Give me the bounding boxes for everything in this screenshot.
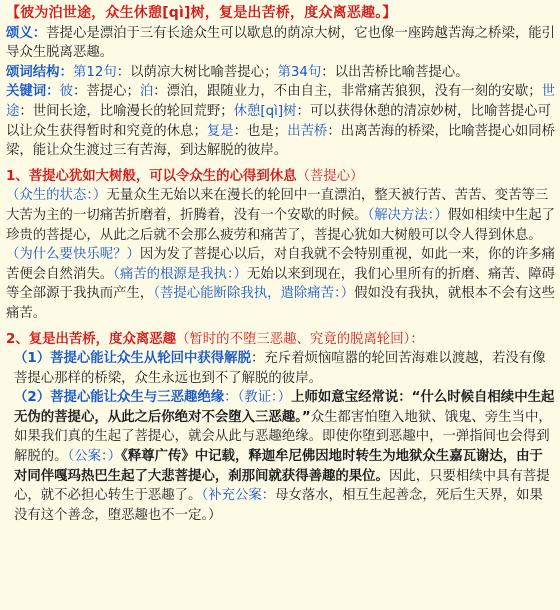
cut-label: （菩提心能断除我执，遣除痛苦：） (153, 286, 355, 302)
method-label: （解决方法：） (367, 207, 448, 223)
structure-part2: 第34句 (277, 64, 322, 80)
case-label: （公案：） (67, 449, 122, 465)
keyword-6: 出苦桥 (287, 123, 328, 139)
root-text: 无始以来到现在，我们心里所有的折磨、痛苦、障碍等全部源于我执而产生， (6, 266, 556, 302)
keyword-4-def: ：可以获得休憩的清凉妙树，比喻菩提心可以让众生获得暂时和究竟的休息； (6, 103, 551, 139)
keyword-3-def: ：世间长途，比喻漫长的轮回荒野； (19, 103, 234, 119)
section-2-point-2 (6, 388, 555, 525)
section-2-heading-note: （暂时的不堕三恶趣、究竟的脱离轮回）： (176, 331, 424, 347)
keyword-6-def: ：出离苦海的桥梁，比喻菩提心如同桥梁，能让众生渡过三有苦海，到达解脱的彼岸。 (6, 123, 556, 159)
section-2-heading-line (6, 330, 555, 350)
root-label: （痛苦的根源是我执：） (113, 266, 248, 282)
point-1-label: （1）菩提心能让众生从轮回中获得解脱 (14, 351, 251, 367)
verse-title: 【彼为泊世途，众生休憩[qì]树，复是出苦桥，度众离恶趣。】 (6, 5, 397, 21)
point-2-label: （2）菩提心能让众生与三恶趣绝缘 (14, 390, 225, 406)
structure-paragraph (6, 63, 555, 83)
gloss-label: 颂义： (6, 25, 47, 41)
state-label: （众生的状态：） (6, 188, 107, 204)
keyword-5: 复是 (206, 123, 234, 139)
keyword-2-def: ：漂泊，跟随业力，不由自主，非常痛苦狼狈，没有一刻的安歇； (153, 84, 542, 100)
keyword-2: 泊 (139, 84, 154, 100)
structure-text1: ：以荫凉大树比喻菩提心； (116, 64, 278, 80)
supplement-text: 母女落水，相互生起善念，死后生天界，如果没有这个善念，堕恶趣也不一定。） (14, 488, 543, 523)
structure-part1: 第12句 (72, 64, 117, 80)
point-2-note: ：（教证：） (224, 390, 292, 406)
section-1-heading: 1、菩提心犹如大树般，可以令众生的心得到休息 (6, 168, 297, 184)
section-2-heading: 2、复是出苦桥，度众离恶趣 (6, 331, 177, 347)
section-2-point-1 (6, 349, 555, 388)
structure-label: 颂词结构： (6, 64, 73, 80)
case-text: 因此，只要相续中具有菩提心，就不必担心转生于恶趣了。 (14, 468, 550, 504)
point-2-text: 众生都害怕堕入地狱、饿鬼、旁生当中，如果我们真的生起了菩提心，就会从此与恶趣绝缘。即使你堕到恶趣中，一弹指间也会得到解脱的。 (14, 409, 552, 465)
case-bold-text: 《释尊广传》中记载，释迦牟尼佛因地时转生为地狱众生嘉瓦谢达，由于对同伴嘎玛热巴生起了大悲菩提心，刹那间就获得善趣的果位。 (14, 449, 543, 484)
keyword-3: 世途 (6, 84, 556, 119)
keywords-paragraph (6, 82, 555, 160)
keywords-label: 关键词： (6, 84, 60, 100)
section-1-heading-note: （菩提心） (296, 168, 364, 184)
point-2-quote: 上师如意宝经常说：“什么时候自相续中生起无伪的菩提心，从此之后你绝对不会堕入三恶趣。” (14, 390, 555, 425)
structure-text2: ：以出苦桥比喻菩提心。 (321, 64, 469, 80)
section-1-body (6, 186, 555, 323)
section-1-heading-line (6, 167, 555, 187)
gloss-paragraph (6, 24, 555, 63)
keyword-4: 休憩[qì]树 (233, 103, 297, 119)
point-1-text: ：充斥着烦恼喧嚣的轮回苦海难以渡越，若没有像菩提心那样的桥梁，众生永远也到不了解脱的彼岸。 (14, 351, 546, 386)
gloss-text: 菩提心是漂泊于三有长途众生可以歇息的荫凉大树，它也像一座跨越苦海之桥梁，能引导众生脱离恶趣。 (6, 25, 556, 61)
why-label: （为什么要快乐呢？） (6, 247, 140, 263)
why-text: 因为发了菩提心以后，对自我就不会特别重视，如此一来，你的许多痛苦便会自然消失。 (6, 247, 556, 282)
supplement-label: （补充公案： (201, 488, 276, 504)
keyword-5-def: ：也是； (233, 123, 288, 139)
state-text: 无量众生无始以来在漫长的轮回中一直漂泊，整天被行苦、苦苦、变苦等三大苦为主的一切痛苦折磨着，折腾着，没有一个安歇的时候。 (6, 188, 549, 223)
keyword-1: 彼 (59, 84, 73, 100)
method-text: 假如相续中生起了珍贵的菩提心，从此之后就不会那么疲劳和痛苦了，菩提心犹如大树般可以令人得到休息。 (6, 207, 556, 243)
keyword-1-def: ：菩提心； (72, 84, 140, 100)
cut-text: 假如没有我执，就根本不会有这些痛苦。 (6, 286, 556, 321)
